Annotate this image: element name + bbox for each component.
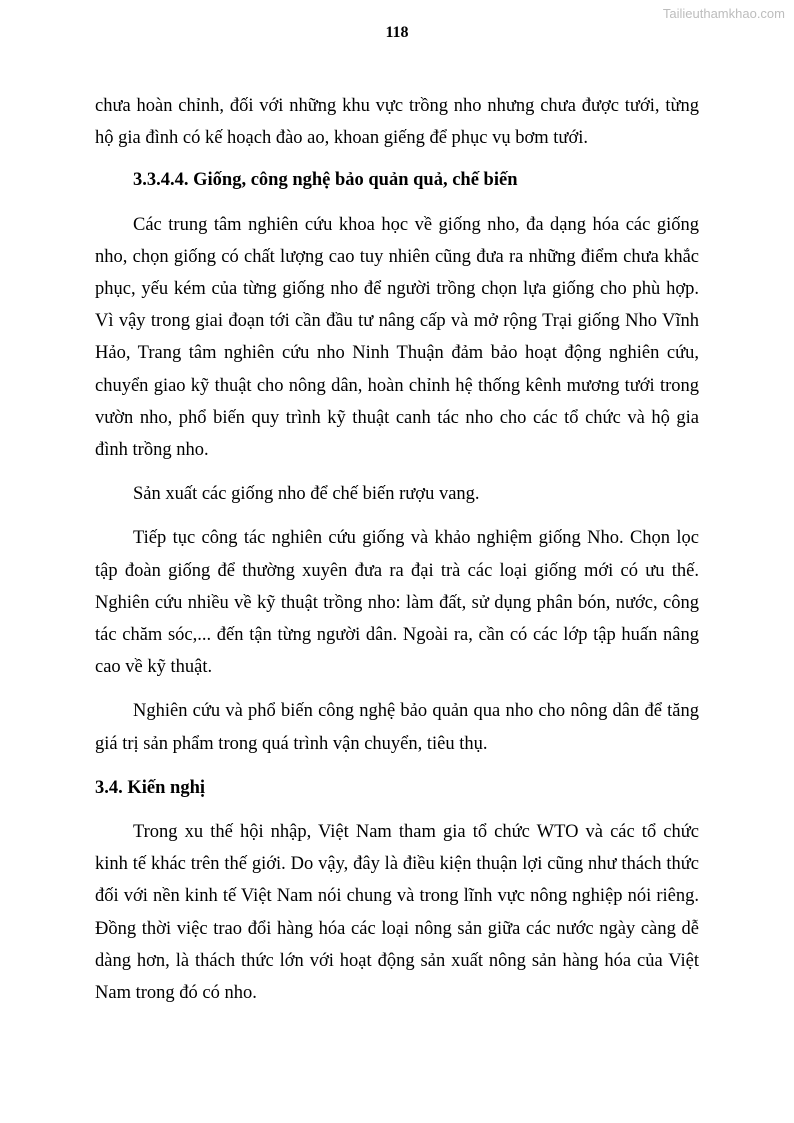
section-heading-3-3-4-4: 3.3.4.4. Giống, công nghệ bảo quản quả, chế biến xyxy=(133,170,518,191)
watermark-text: Tailieuthamkhao.com xyxy=(662,6,785,21)
intro-paragraph: chưa hoàn chỉnh, đối với những khu vực trồng nho nhưng chưa được tưới, từng hộ gia đình có kế hoạch đào ao, khoan giếng để phục vụ bơm tưới. xyxy=(95,96,699,149)
page-content xyxy=(95,90,699,1009)
page-number: 118 xyxy=(385,24,409,41)
paragraph-wine-varieties: Sản xuất các giống nho để chế biến rượu vang. xyxy=(133,484,480,505)
paragraph-recommendations: Trong xu thế hội nhập, Việt Nam tham gia tổ chức WTO và các tổ chức kinh tế khác trên thế giới. Do vậy, đây là điều kiện thuận lợi cũng như thách thức đối với nền kinh tế Việt Nam nói chung và trong lĩnh vực nông nghiệp nói riêng. Đồng thời việc trao đổi hàng hóa các loại nông sản giữa các nước ngày càng dễ dàng hơn, là thách thức lớn với hoạt động sản xuất nông sản hàng hóa của Việt Nam trong đó có nho. xyxy=(95,822,699,1004)
section-heading-3-4: 3.4. Kiến nghị xyxy=(95,777,205,798)
paragraph-grape-research-centers: Các trung tâm nghiên cứu khoa học về giống nho, đa dạng hóa các giống nho, chọn giống có chất lượng cao tuy nhiên cũng đưa ra những điểm chưa khắc phục, yếu kém của từng giống nho để người trồng chọn lựa giống cho phù hợp. Vì vậy trong giai đoạn tới cần đầu tư nâng cấp và mở rộng Trại giống Nho Vĩnh Hảo, Trang tâm nghiên cứu nho Ninh Thuận đảm bảo hoạt động nghiên cứu, chuyển giao kỹ thuật cho nông dân, hoàn chỉnh hệ thống kênh mương tưới trong vườn nho, phổ biến quy trình kỹ thuật canh tác nho cho các tổ chức và hộ gia đình trồng nho. xyxy=(95,214,699,461)
paragraph-variety-testing: Tiếp tục công tác nghiên cứu giống và khảo nghiệm giống Nho. Chọn lọc tập đoàn giống để thường xuyên đưa ra đại trà các loại giống mới có ưu thế. Nghiên cứu nhiều về kỹ thuật trồng nho: làm đất, sử dụng phân bón, nước, công tác chăm sóc,... đến tận từng người dân. Ngoài ra, cần có các lớp tập huấn nâng cao về kỹ thuật. xyxy=(95,528,699,678)
paragraph-preservation-technology: Nghiên cứu và phổ biến công nghệ bảo quản qua nho cho nông dân để tăng giá trị sản phẩm trong quá trình vận chuyển, tiêu thụ. xyxy=(95,701,699,754)
